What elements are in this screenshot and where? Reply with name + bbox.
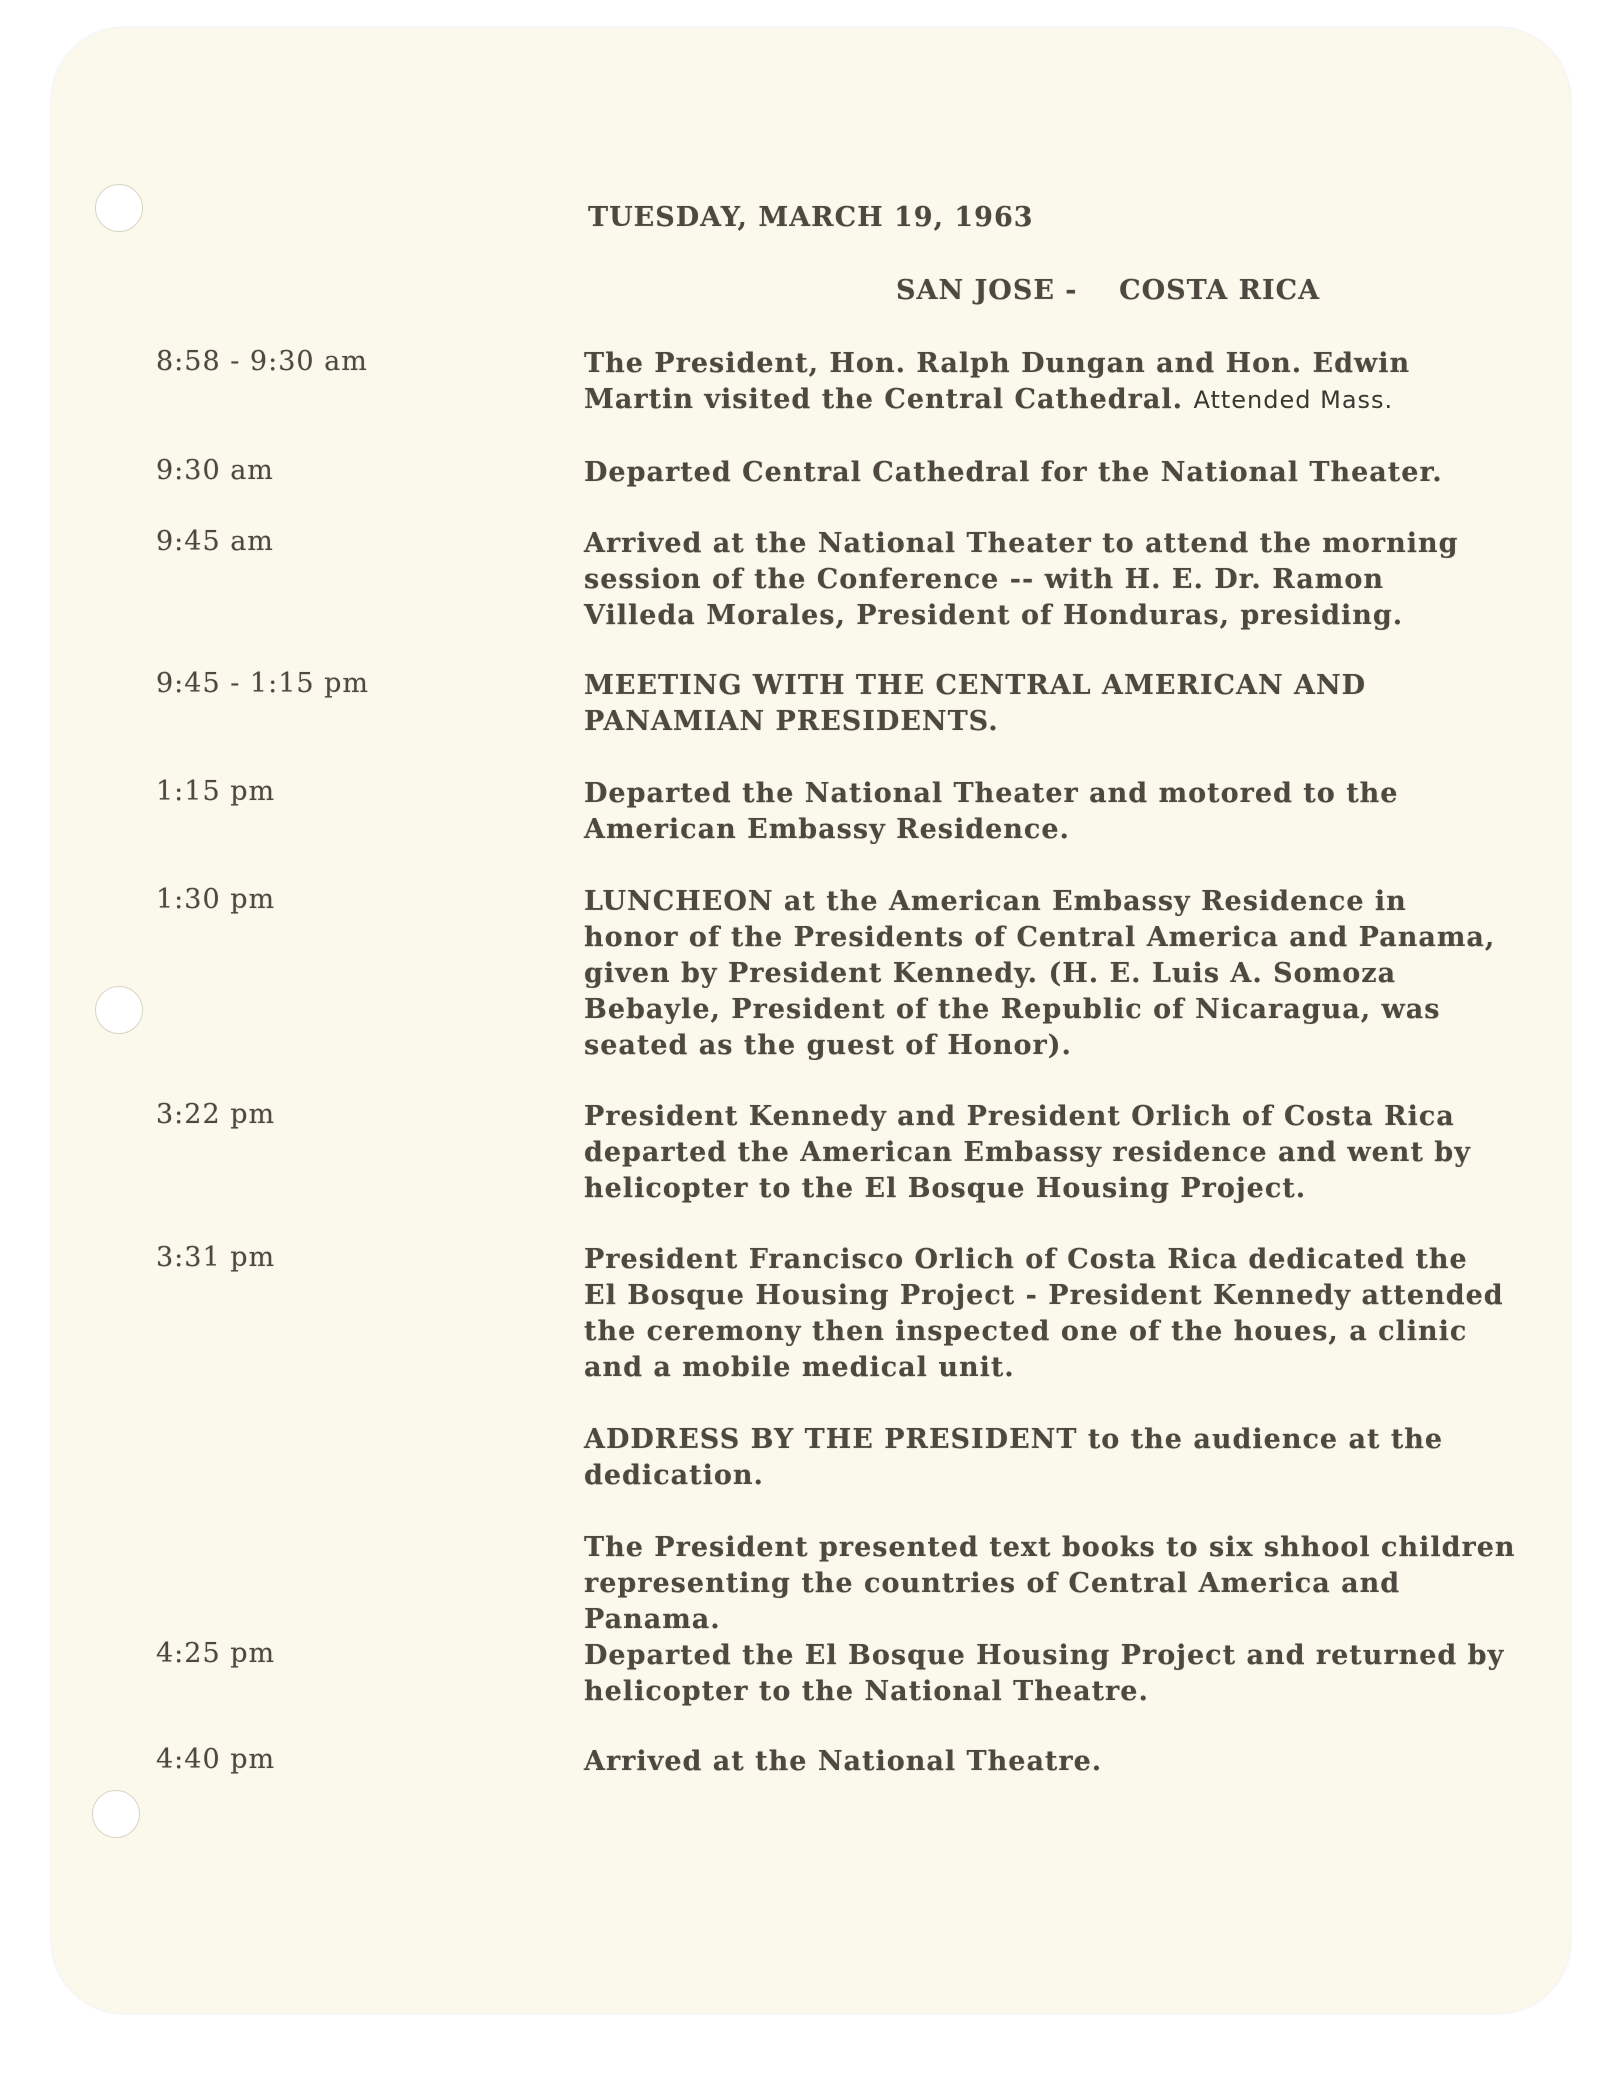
entry-time: 4:40 pm [156, 1744, 276, 1775]
entry-time: 4:25 pm [156, 1638, 276, 1669]
entry-text: President Kennedy and President Orlich of Costa Rica departed the American Embassy residence and went by helicopter to the El Bosque Housing Project. [584, 1101, 1471, 1204]
entry-text: LUNCHEON at the American Embassy Residence in honor of the Presidents of Central America and Panama, given by President Kennedy. (H. E. Luis A. Somoza Bebayle, President of the Republic of Nicaragua, was seated as the guest of Honor). [584, 886, 1496, 1061]
entry-text: Departed the National Theater and motored to the American Embassy Residence. [584, 778, 1399, 845]
entry-text: MEETING WITH THE CENTRAL AMERICAN AND PANAMIAN PRESIDENTS. [584, 670, 1367, 737]
entry-time: 9:30 am [156, 455, 274, 486]
entry-text-body: The President, Hon. Ralph Dungan and Hon. Edwin Martin visited the Central Cathedral. [584, 348, 1411, 415]
entry-text: The President presented text books to six shhool children representing the countries of Central America and Panama. [584, 1532, 1516, 1635]
entry-time: 9:45 - 1:15 pm [156, 668, 370, 699]
entry-text: Departed Central Cathedral for the National Theater. [584, 457, 1443, 488]
entry-text: Arrived at the National Theater to attend the morning session of the Conference -- with H. E. Dr. Ramon Villeda Morales, President of Honduras, presiding. [584, 528, 1459, 631]
punch-hole-middle [95, 986, 143, 1034]
entry-text: Departed the El Bosque Housing Project and returned by helicopter to the National Theatre. [584, 1640, 1505, 1707]
punch-hole-top [95, 184, 143, 232]
punch-hole-bottom [92, 1790, 140, 1838]
entry-text: Arrived at the National Theatre. [584, 1746, 1103, 1777]
entry-time: 3:31 pm [156, 1242, 276, 1273]
page-location-heading: SAN JOSE - COSTA RICA [896, 275, 1321, 306]
page-date-heading: TUESDAY, MARCH 19, 1963 [588, 202, 1034, 233]
entry-time: 8:58 - 9:30 am [156, 346, 368, 377]
entry-text [584, 346, 1544, 418]
handwritten-annotation: Attended Mass. [1193, 386, 1394, 414]
entry-time: 9:45 am [156, 526, 274, 557]
entry-text: President Francisco Orlich of Costa Rica dedicated the El Bosque Housing Project - President Kennedy attended the ceremony then inspected one of the houes, a clinic and a mobile medical unit. [584, 1244, 1504, 1383]
entry-time: 3:22 pm [156, 1099, 276, 1130]
entry-text: ADDRESS BY THE PRESIDENT to the audience at the dedication. [584, 1424, 1444, 1491]
entry-time: 1:30 pm [156, 884, 276, 915]
entry-time: 1:15 pm [156, 776, 276, 807]
